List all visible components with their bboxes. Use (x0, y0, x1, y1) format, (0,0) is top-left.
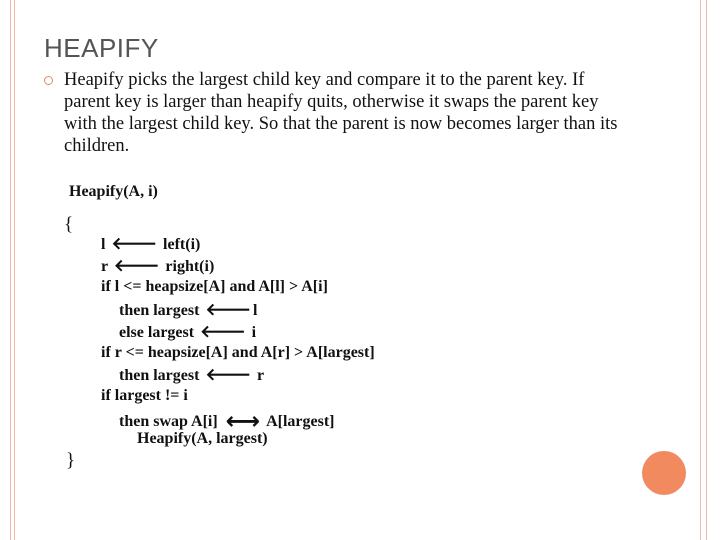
code-line-1 (101, 234, 200, 254)
frame-line-left-outer (10, 0, 11, 540)
bullet-text: Heapify picks the largest child key and compare it to the parent key. If parent key is larger than heapify quits, otherwise it swaps the parent key with the largest child key. So that the parent is now becomes larger than its children. (64, 70, 618, 156)
left-arrow-icon: 🡐 (205, 365, 252, 385)
bullet-icon (44, 76, 53, 85)
code-line-5 (119, 322, 256, 342)
code-line-7 (119, 365, 264, 385)
slide-title: HEAPIFY (44, 33, 159, 63)
code-line-4-rhs: l (253, 302, 258, 319)
decorative-circle (642, 451, 686, 495)
code-line-10: Heapify(A, largest) (137, 430, 268, 447)
code-signature: Heapify(A, i) (69, 183, 158, 200)
code-line-6: if r <= heapsize[A] and A[r] > A[largest] (101, 344, 375, 361)
code-line-1-lhs: l (101, 236, 106, 253)
code-line-7-lhs: then largest (119, 367, 200, 384)
code-line-3: if l <= heapsize[A] and A[l] > A[i] (101, 278, 328, 295)
code-line-1-rhs: left(i) (163, 236, 201, 253)
left-right-arrow-icon: ⟷ (225, 407, 261, 435)
code-line-9-rhs: A[largest] (266, 413, 335, 430)
frame-line-right-inner (700, 0, 701, 540)
code-line-7-rhs: r (257, 367, 265, 384)
left-arrow-icon: 🡐 (200, 322, 246, 342)
left-arrow-icon: 🡐 (205, 300, 252, 320)
frame-line-left-inner (14, 0, 15, 540)
frame-line-right-outer (706, 0, 707, 540)
code-line-8: if largest != i (101, 387, 188, 404)
code-line-2 (101, 256, 214, 276)
code-line-5-lhs: else largest (119, 324, 195, 341)
left-arrow-icon: 🡐 (111, 234, 158, 254)
code-line-9-lhs: then swap A[i] (119, 413, 218, 430)
code-line-4 (119, 300, 257, 320)
code-line-4-lhs: then largest (119, 302, 200, 319)
code-close-brace: } (66, 450, 76, 471)
code-open-brace: { (64, 214, 74, 235)
code-line-2-rhs: right(i) (165, 258, 215, 275)
left-arrow-icon: 🡐 (113, 256, 160, 276)
code-line-2-lhs: r (101, 258, 108, 275)
code-line-5-rhs: i (251, 324, 257, 341)
